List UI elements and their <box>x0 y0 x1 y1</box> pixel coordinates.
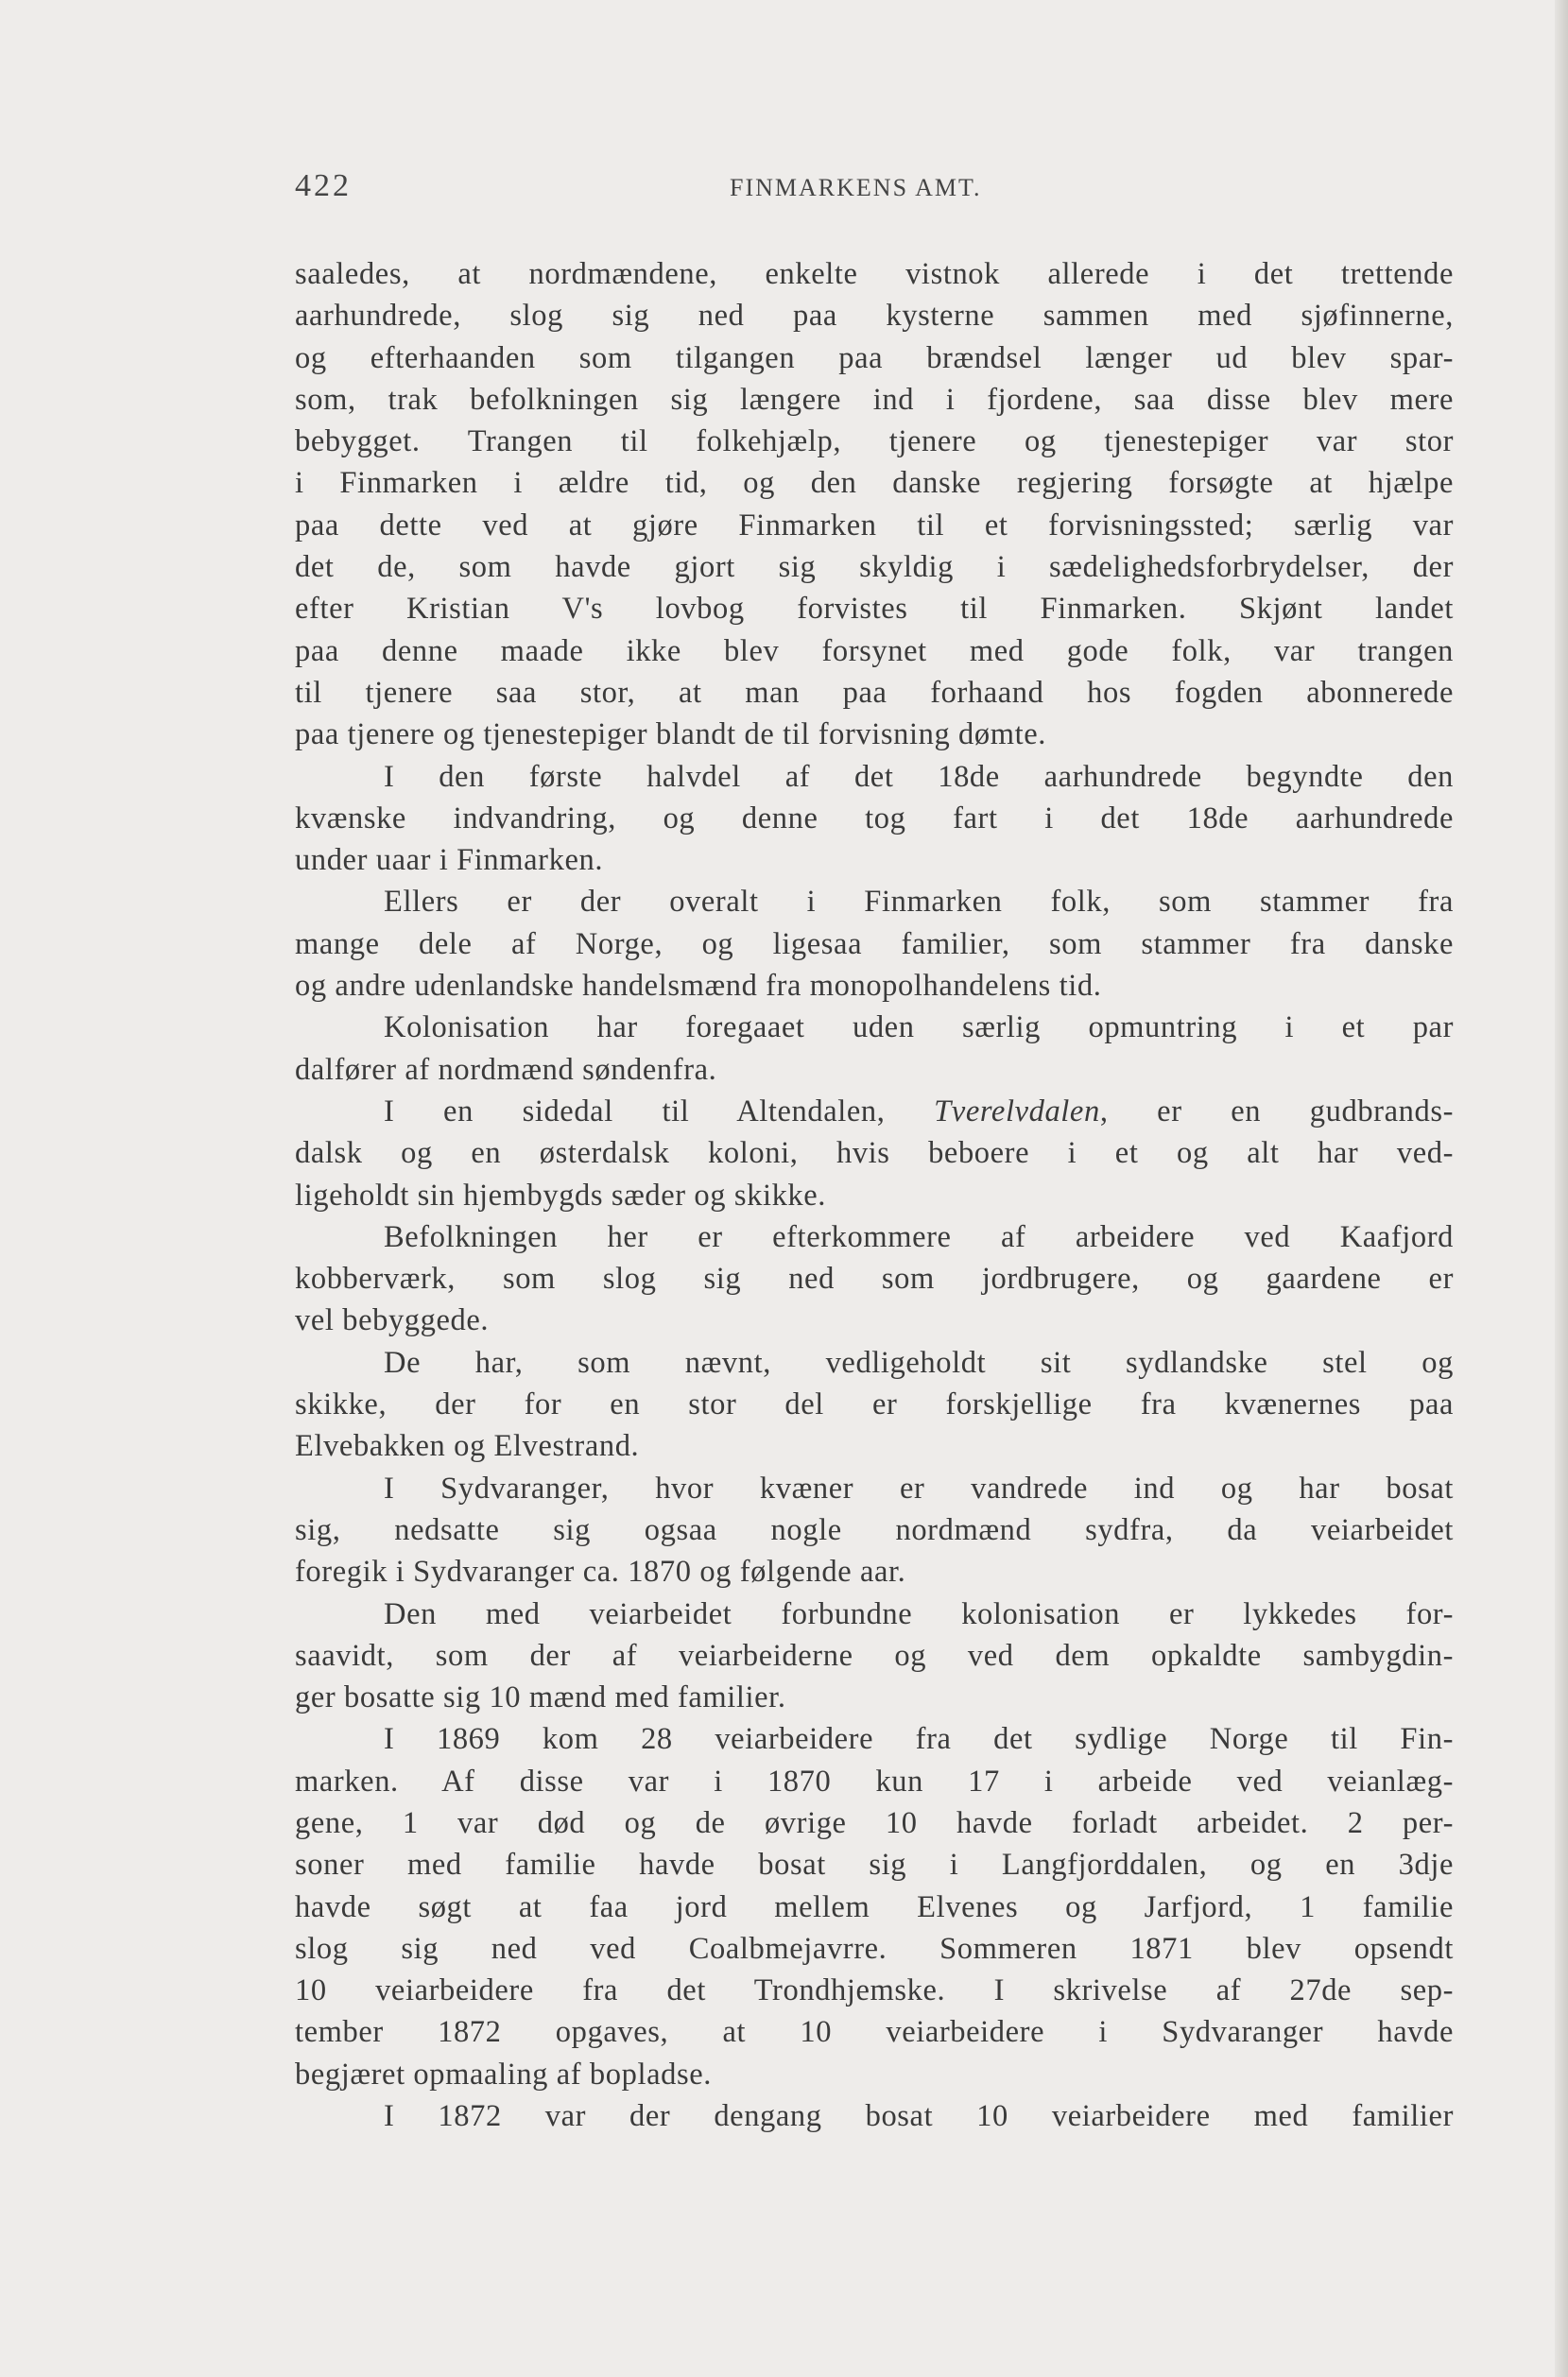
text-line: paa dette ved at gjøre Finmarken til et forvisningssted; særlig var <box>295 508 1454 543</box>
text-line: I den første halvdel af det 18de aarhundrede begyndte den <box>384 759 1454 794</box>
text-line: dalfører af nordmænd søndenfra. <box>295 1052 717 1087</box>
text-line: Elvebakken og Elvestrand. <box>295 1429 640 1464</box>
text-line: gene, 1 var død og de øvrige 10 havde forladt arbeidet. 2 per- <box>295 1805 1454 1840</box>
text-line: saavidt, som der af veiarbeiderne og ved dem opkaldte sambygdin- <box>295 1638 1454 1673</box>
text-line: Ellers er der overalt i Finmarken folk, som stammer fra <box>384 885 1454 920</box>
text-line: Befolkningen her er efterkommere af arbeidere ved Kaafjord <box>384 1219 1454 1254</box>
text-line: ger bosatte sig 10 mænd med familier. <box>295 1680 786 1715</box>
text-line: i Finmarken i ældre tid, og den danske regjering forsøgte at hjælpe <box>295 466 1454 501</box>
text-line: 10 veiarbeidere fra det Trondhjemske. I skrivelse af 27de sep- <box>295 1973 1454 2008</box>
text-line: slog sig ned ved Coalbmejavrre. Sommeren 1871 blev opsendt <box>295 1931 1454 1966</box>
text-line: Den med veiarbeidet forbundne kolonisation er lykkedes for- <box>384 1596 1454 1631</box>
text-line: skikke, der for en stor del er forskjellige fra kvænernes paa <box>295 1387 1454 1422</box>
text-line: til tjenere saa stor, at man paa forhaand hos fogden abonnerede <box>295 675 1454 710</box>
text-line: soner med familie havde bosat sig i Langfjorddalen, og en 3dje <box>295 1848 1454 1883</box>
text-line: vel bebyggede. <box>295 1303 490 1338</box>
text-line: foregik i Sydvaranger ca. 1870 og følgende aar. <box>295 1555 906 1590</box>
text-line: under uaar i Finmarken. <box>295 843 604 878</box>
text-line: havde søgt at faa jord mellem Elvenes og Jarfjord, 1 familie <box>295 1889 1454 1924</box>
text-line: mange dele af Norge, og ligesaa familier, som stammer fra danske <box>295 926 1454 961</box>
text-line: og andre udenlandske handelsmænd fra monopolhandelens tid. <box>295 969 1102 1004</box>
text-line: kvænske indvandring, og denne tog fart i det 18de aarhundrede <box>295 801 1454 835</box>
text-line: I 1869 kom 28 veiarbeidere fra det sydlige Norge til Fin- <box>384 1722 1454 1757</box>
text-line: paa tjenere og tjenestepiger blandt de til forvisning dømte. <box>295 717 1047 752</box>
text-line: kobberværk, som slog sig ned som jordbrugere, og gaardene er <box>295 1262 1454 1297</box>
text-line: det de, som havde gjort sig skyldig i sædelighedsforbrydelser, der <box>295 550 1454 585</box>
text-line: I 1872 var der dengang bosat 10 veiarbeidere med familier <box>384 2099 1454 2134</box>
text-line: efter Kristian V's lovbog forvistes til Finmarken. Skjønt landet <box>295 592 1454 627</box>
page-edge <box>1555 0 1568 2377</box>
text-line: dalsk og en østerdalsk koloni, hvis beboere i et og alt har ved- <box>295 1136 1454 1171</box>
text-line: aarhundrede, slog sig ned paa kysterne sammen med sjøfinnerne, <box>295 299 1454 334</box>
text-line: paa denne maade ikke blev forsynet med gode folk, var trangen <box>295 633 1454 668</box>
running-title: FINMARKENS AMT. <box>730 174 982 201</box>
text-line: sig, nedsatte sig ogsaa nogle nordmænd sydfra, da veiarbeidet <box>295 1512 1454 1547</box>
text-line: bebygget. Trangen til folkehjælp, tjenere og tjenestepiger var stor <box>295 424 1454 459</box>
page-header <box>295 168 1454 215</box>
text-line: De har, som nævnt, vedligeholdt sit sydlandske stel og <box>384 1345 1454 1380</box>
text-line: ligeholdt sin hjembygds sæder og skikke. <box>295 1178 827 1213</box>
page-number: 422 <box>295 168 352 203</box>
text-line: tember 1872 opgaves, at 10 veiarbeidere i Sydvaranger havde <box>295 2015 1454 2050</box>
text-line: I en sidedal til Altendalen, Tverelvdalen, er en gudbrands- <box>384 1094 1454 1128</box>
italic-place-name: Tverelvdalen <box>934 1094 1100 1128</box>
text-line: og efterhaanden som tilgangen paa brændsel længer ud blev spar- <box>295 340 1454 375</box>
text-line: begjæret opmaaling af bopladse. <box>295 2057 712 2092</box>
text-line: som, trak befolkningen sig længere ind i fjordene, saa disse blev mere <box>295 382 1454 417</box>
text-line: Kolonisation har foregaaet uden særlig opmuntring i et par <box>384 1010 1454 1045</box>
text-line: marken. Af disse var i 1870 kun 17 i arbeide ved veianlæg- <box>295 1764 1454 1799</box>
text-line: saaledes, at nordmændene, enkelte vistnok allerede i det trettende <box>295 257 1454 291</box>
body-text <box>295 253 1454 2137</box>
text-line: I Sydvaranger, hvor kvæner er vandrede ind og har bosat <box>384 1471 1454 1506</box>
